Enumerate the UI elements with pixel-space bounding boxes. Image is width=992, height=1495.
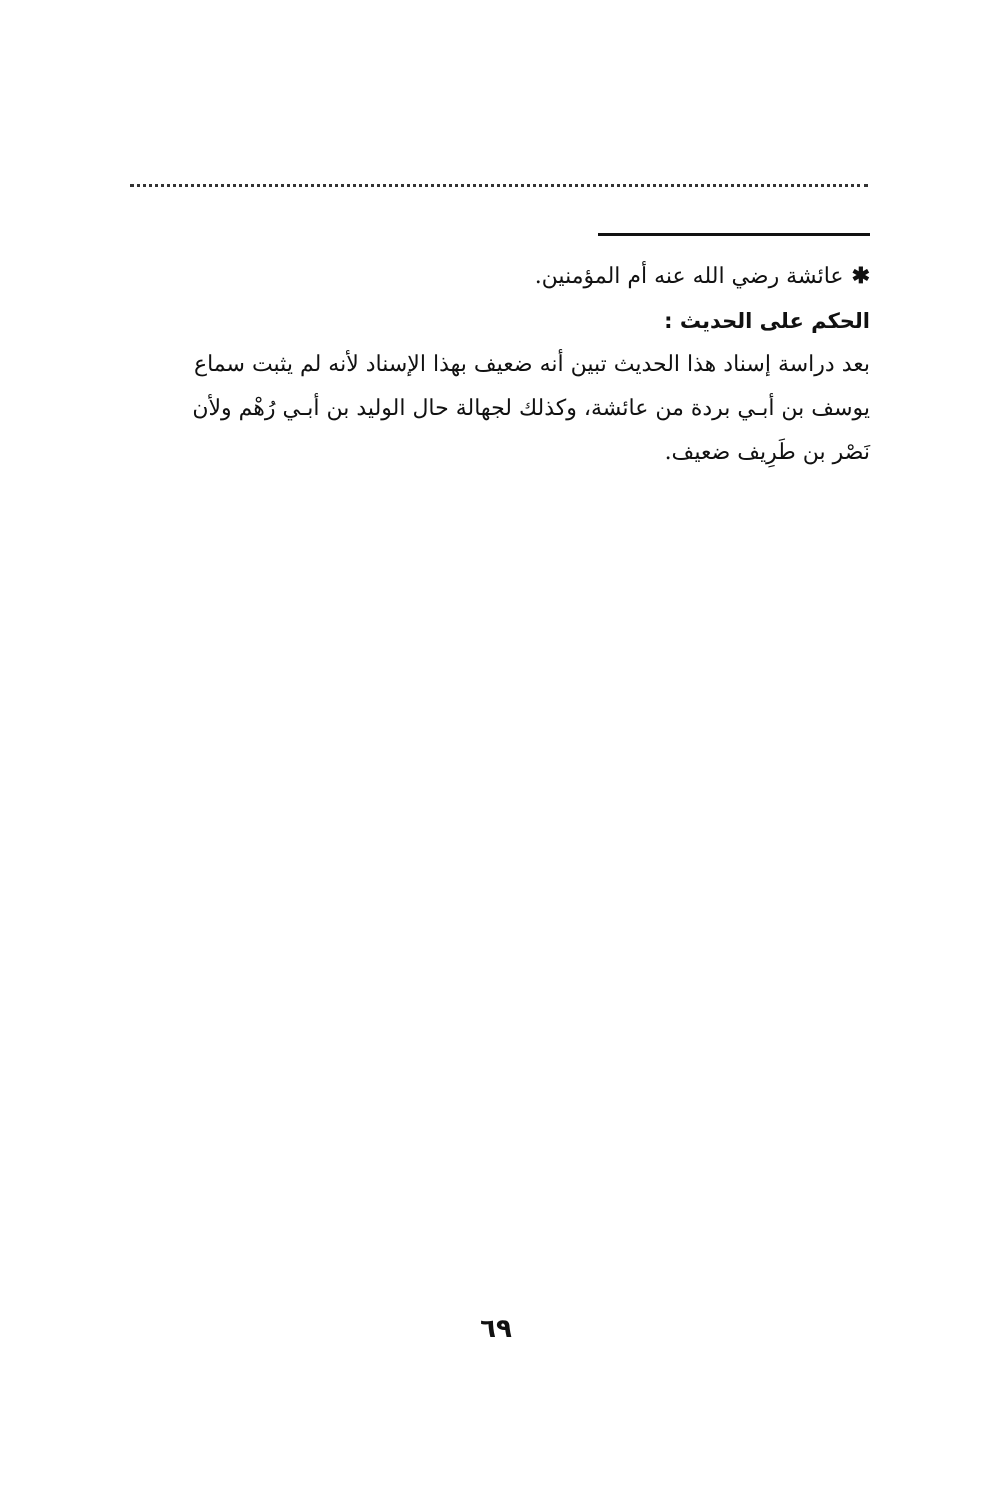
asterisk-bullet-icon: ✱ [851, 263, 870, 289]
main-text-block [125, 254, 870, 475]
ruling-paragraph [125, 343, 870, 475]
page-number: ٦٩ [480, 1314, 512, 1344]
section-heading: الحكم على الحديث : [664, 309, 870, 333]
bullet-line [125, 254, 870, 299]
dotted-separator [130, 184, 868, 187]
paragraph-line-3: نَصْر بن طَرِيف ضعيف. [664, 440, 870, 465]
paragraph-line-1: بعد دراسة إسناد هذا الحديث تبين أنه ضعيف بهذا الإسناد لأنه لم يثبت سماع [193, 352, 870, 377]
bullet-text: عائشة رضي الله عنه أم المؤمنين. [534, 264, 844, 289]
section-divider-line [598, 233, 870, 236]
paragraph-line-2: يوسف بن أبـي بردة من عائشة، وكذلك لجهالة حال الوليد بن أبـي رُهْم ولأن [192, 396, 870, 421]
